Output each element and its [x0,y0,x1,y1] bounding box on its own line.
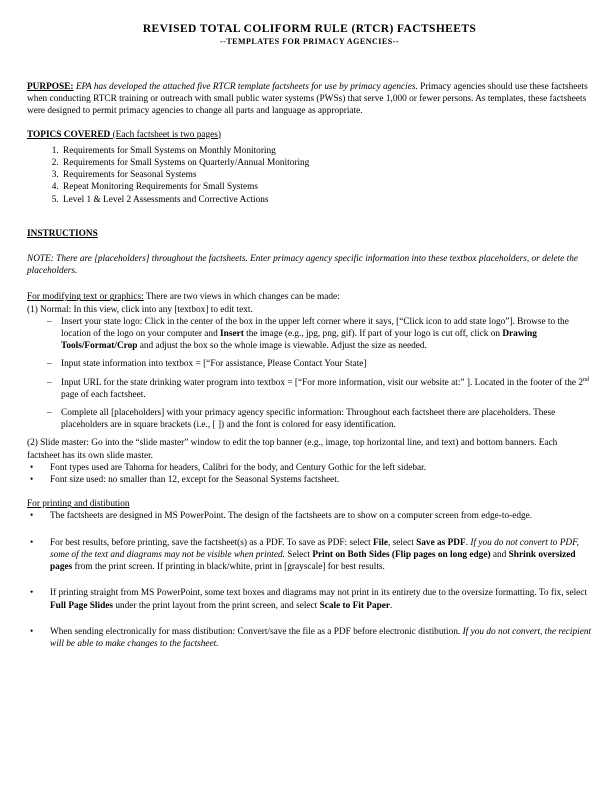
printing-heading: For printing and distibution [27,499,130,510]
printing-text: If printing straight from MS PowerPoint, some text boxes and diagrams may not print in its entirety due to the oversize formatting. To fix, select [50,588,588,599]
printing-list [27,510,592,650]
purpose-paragraph [27,81,592,118]
url-step [61,377,592,401]
modify-intro [27,291,592,303]
topics-list [27,145,592,206]
logo-step-text: the image (e.g., jpg, png, gif). If part of your logo is cut off, click on [243,329,503,340]
logo-step-text: and adjust the box so the whole image is viewable. Adjust the size as needed. [137,341,427,352]
topic-item: 3. Requirements for Seasonal Systems [61,169,592,181]
printing-text: from the print screen. If printing in black/white, print in [grayscale] for best results. [72,562,385,573]
file-keyword: File [372,537,388,548]
both-sides-keyword: Print on Both Sides (Flip pages on long edge) [312,549,491,560]
save-pdf-keyword: Save as PDF [416,537,466,548]
printing-warning: If you do not convert to PDF, some of the text and diagrams may not be visible when printed. [50,537,579,560]
printing-item: • The factsheets are designed in MS PowerPoint. The design of the factsheets are to show on a computer screen from edge-to-edge. [50,510,592,522]
purpose-italic-text: EPA has developed the attached five RTCR template factsheets for use by primacy agencies. [73,82,418,92]
topic-item: 4. Repeat Monitoring Requirements for Small Systems [61,181,592,193]
logo-step [61,316,592,353]
logo-step-text: Insert your state logo: Click in the center of the box in the upper left corner where it says, [“Click icon to add state logo”]. Browse to the location of the logo on your computer and [61,316,569,340]
printing-text: For best results, before printing, save the factsheet(s) as a PDF. To save as PDF: select [50,537,373,548]
page-subtitle: --TEMPLATES FOR PRIMACY AGENCIES-- [219,37,399,46]
instructions-heading: INSTRUCTIONS [27,228,98,239]
printing-text: . [465,537,471,548]
scale-keyword: Scale to Fit Paper [319,600,391,611]
modify-label: For modifying text or graphics: [27,292,144,303]
printing-text: When sending electronically for mass distibution: Convert/save the file as a PDF before electronic distibution. [50,626,463,637]
shrink-keyword: Shrink oversized pages [50,549,576,573]
full-page-keyword: Full Page Slides [50,600,114,611]
printing-text: and [490,549,509,560]
topics-heading-note: (Each factsheet is two pages) [110,129,222,140]
topic-item: 5. Level 1 & Level 2 Assessments and Corrective Actions [61,194,592,206]
printing-item [50,537,592,574]
topic-item: 1. Requirements for Small Systems on Monthly Monitoring [61,145,592,157]
ordinal-suffix: nd [583,376,590,383]
slide-master-text: (2) Slide master: Go into the “slide master” window to edit the top banner (e.g., image, top horizontal line, and text) and bottom banners. Each factsheet has its own slide master. [27,438,558,461]
state-info-step: – Input state information into textbox = [“For assistance, Please Contact Your State] [61,358,592,370]
insert-keyword: Insert [220,329,244,340]
topics-heading-label: TOPICS COVERED [27,129,111,140]
printing-text: under the print layout from the print screen, and select [113,600,320,611]
printing-text: . [390,600,393,611]
purpose-text: Primacy agencies should use these factsheets when conducting RTCR training or outreach with small public water systems (PWSs) that serve 1,000 or fewer persons. As templates, these factsheets were designed to permit primacy agencies to change all parts and language as appropriate. [27,82,588,117]
slide-master-notes [27,462,592,486]
printing-warning: If you do not convert, the recipient will be able to make changes to the factsheet. [50,626,592,649]
url-step-text: Input URL for the state drinking water program into textbox = [“For more information, visit our website at:” ]. Located in the footer of the 2 [61,377,584,388]
crop-keyword: Drawing Tools/Format/Crop [61,329,537,352]
font-size-note: • Font size used: no smaller than 12, except for the Seasonal Systems factsheet. [50,474,592,486]
normal-view-steps [27,316,592,432]
printing-text: Select [284,549,313,560]
placeholder-note: NOTE: There are [placeholders] throughout the factsheets. Enter primacy agency specific information into these textbox placeholders, or delete the placeholders. [27,254,578,277]
placeholders-step: – Complete all [placeholders] with your primacy agency specific information: Throughout each factsheet there are placeholders. These placeholders are in square brackets (i.e., [ ]) and the font is colored for easy identification. [61,407,592,431]
purpose-label: PURPOSE: [27,82,74,92]
printing-text: , select [387,537,417,548]
topics-heading [27,129,592,141]
modify-text: There are two views in which changes can be made: [143,292,340,303]
url-step-text: page of each factsheet. [61,389,146,400]
normal-view-text: (1) Normal: In this view, click into any [textbox] to edit text. [27,304,253,315]
page-title: REVISED TOTAL COLIFORM RULE (RTCR) FACTSHEETS [142,23,477,35]
printing-item [50,587,592,611]
fonts-note: • Font types used are Tahoma for headers, Calibri for the body, and Century Gothic for the left sidebar. [50,462,592,474]
printing-item [50,626,592,650]
topic-item: 2. Requirements for Small Systems on Quarterly/Annual Monitoring [61,157,592,169]
